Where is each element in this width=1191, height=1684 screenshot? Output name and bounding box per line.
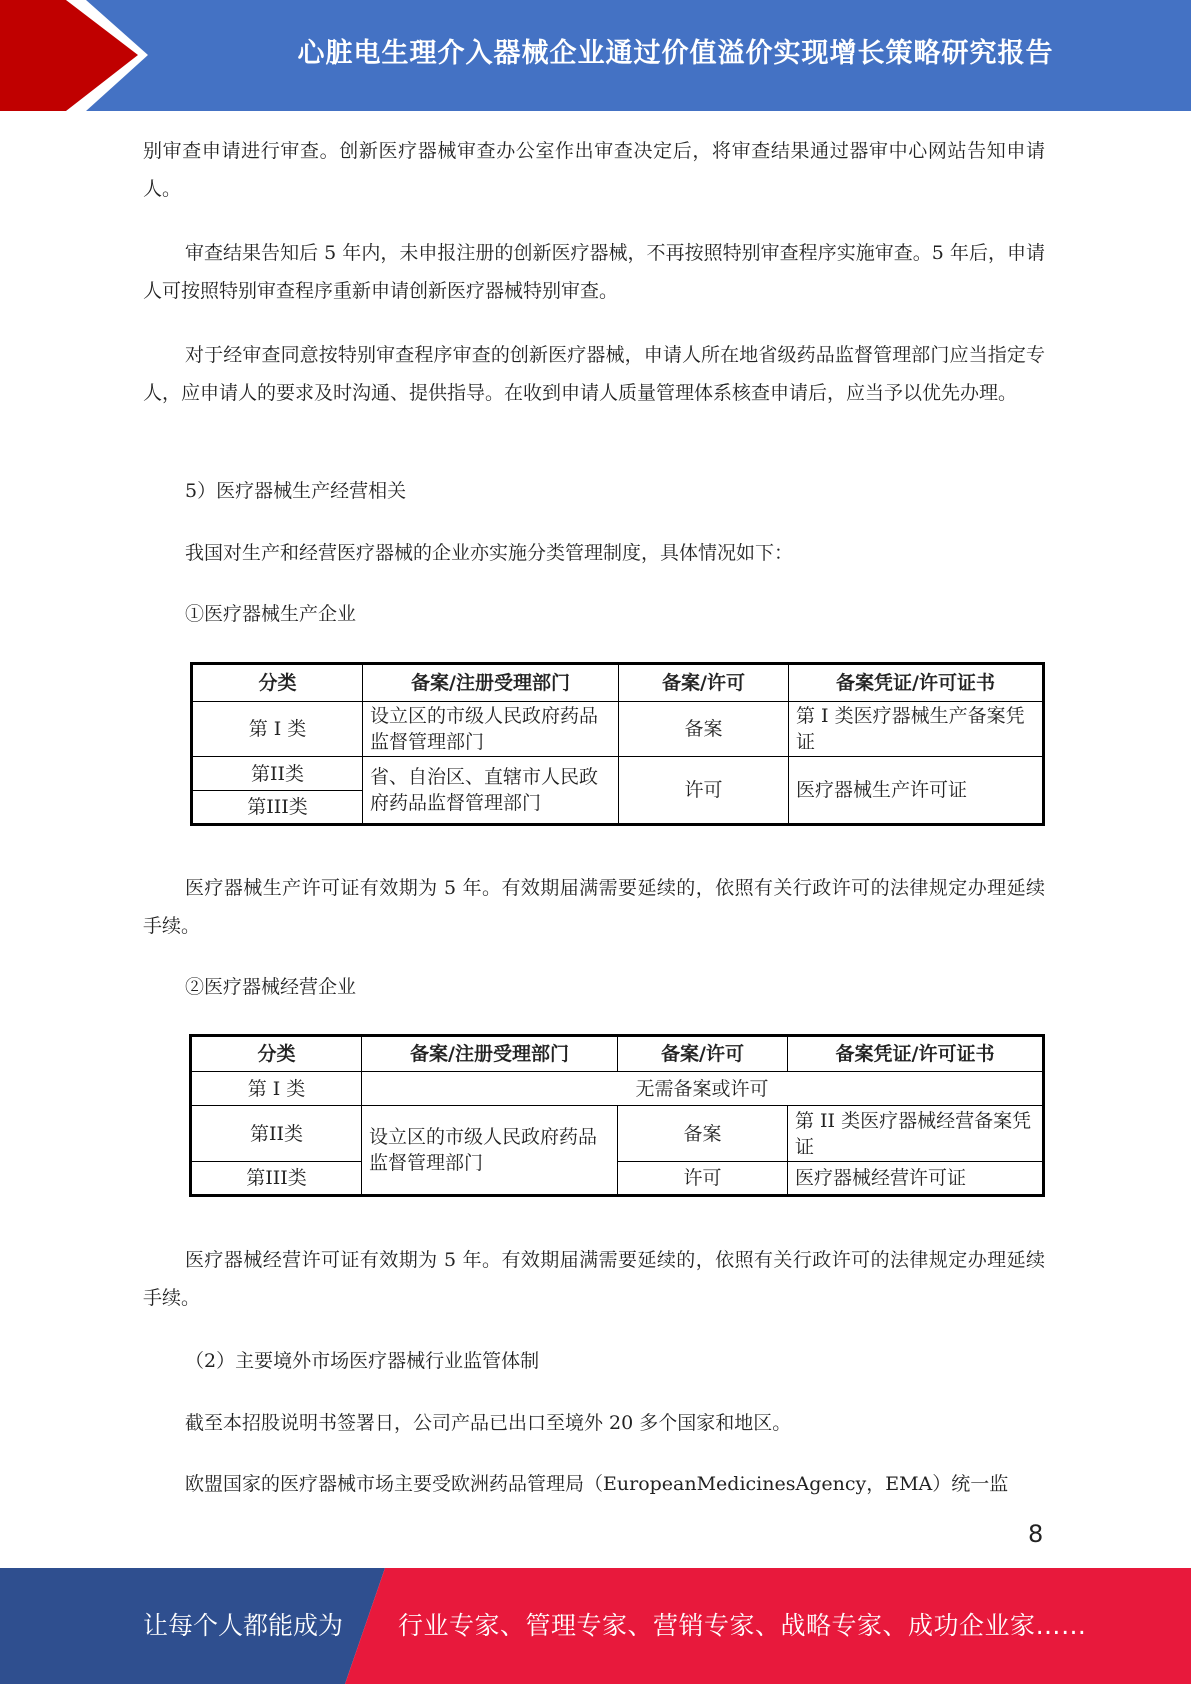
table-header-cell: 备案凭证/许可证书	[789, 664, 1044, 702]
table-cell: 第 I 类	[192, 702, 363, 757]
table-cell: 第 I 类医疗器械生产备案凭证	[789, 702, 1044, 757]
paragraph-eu-regulation: 欧盟国家的医疗器械市场主要受欧洲药品管理局（EuropeanMedicinesAgency，EMA）统一监	[185, 1473, 1009, 1495]
header-banner	[0, 0, 1191, 111]
paragraph-review-notice: 别审查申请进行审查。创新医疗器械审查办公室作出审查决定后，将审查结果通过器审中心网站告知申请人。	[143, 140, 1045, 200]
table-cell: 第III类	[192, 791, 363, 825]
report-title: 心脏电生理介入器械企业通过价值溢价实现增长策略研究报告	[297, 37, 1054, 69]
table-header-row	[192, 664, 1044, 702]
footer-banner	[0, 1568, 1191, 1684]
distribution-enterprise-table	[189, 1034, 1045, 1197]
paragraph-exports: 截至本招股说明书签署日，公司产品已出口至境外 20 多个国家和地区。	[185, 1412, 792, 1434]
page-number: 8	[1028, 1520, 1044, 1548]
paragraph-distribution-license: 医疗器械经营许可证有效期为 5 年。有效期届满需要延续的，依照有关行政许可的法律规定办理延续手续。	[143, 1249, 1045, 1309]
table-header-cell: 分类	[191, 1036, 362, 1072]
table-cell: 第 I 类	[191, 1072, 362, 1106]
table-header-cell: 备案/注册受理部门	[362, 1036, 618, 1072]
table-cell: 备案	[618, 1106, 788, 1162]
section-heading-overseas: （2）主要境外市场医疗器械行业监管体制	[185, 1350, 540, 1372]
production-enterprise-table	[190, 662, 1045, 826]
table-cell: 设立区的市级人民政府药品监督管理部门	[362, 1106, 618, 1196]
table-header-cell: 分类	[192, 664, 363, 702]
subheading-manufacturers: ①医疗器械生产企业	[185, 603, 357, 625]
table-cell: 医疗器械生产许可证	[789, 757, 1044, 825]
table-cell: 许可	[618, 1162, 788, 1196]
table-row	[191, 1106, 1044, 1162]
subheading-distributors: ②医疗器械经营企业	[185, 976, 357, 998]
footer-slogan-left: 让每个人都能成为	[143, 1611, 344, 1640]
table-header-cell: 备案凭证/许可证书	[788, 1036, 1044, 1072]
section-heading-production: 5）医疗器械生产经营相关	[185, 480, 407, 502]
table-cell: 无需备案或许可	[362, 1072, 1044, 1106]
table-header-cell: 备案/许可	[619, 664, 789, 702]
table-cell: 第III类	[191, 1162, 362, 1196]
table-row	[191, 1072, 1044, 1106]
table-cell: 医疗器械经营许可证	[788, 1162, 1044, 1196]
paragraph-special-review: 对于经审查同意按特别审查程序审查的创新医疗器械，申请人所在地省级药品监督管理部门应当指定专人，应申请人的要求及时沟通、提供指导。在收到申请人质量管理体系核查申请后，应当予以优先办理。	[143, 344, 1045, 404]
table-header-cell: 备案/许可	[618, 1036, 788, 1072]
table-cell: 许可	[619, 757, 789, 825]
table-cell: 第II类	[191, 1106, 362, 1162]
table-row	[191, 1162, 1044, 1196]
table-header-row	[191, 1036, 1044, 1072]
table-row	[192, 702, 1044, 757]
table-row	[192, 757, 1044, 791]
footer-slogan-right: 行业专家、管理专家、营销专家、战略专家、成功企业家……	[398, 1611, 1087, 1640]
table-cell: 备案	[619, 702, 789, 757]
table-cell: 第II类	[192, 757, 363, 791]
table-cell: 第 II 类医疗器械经营备案凭证	[788, 1106, 1044, 1162]
paragraph-production-license: 医疗器械生产许可证有效期为 5 年。有效期届满需要延续的，依照有关行政许可的法律规定办理延续手续。	[143, 877, 1045, 937]
table-cell: 设立区的市级人民政府药品监督管理部门	[363, 702, 619, 757]
table-cell: 省、自治区、直辖市人民政府药品监督管理部门	[363, 757, 619, 825]
paragraph-five-year: 审查结果告知后 5 年内，未申报注册的创新医疗器械，不再按照特别审查程序实施审查。5 年后，申请人可按照特别审查程序重新申请创新医疗器械特别审查。	[143, 242, 1045, 302]
table-header-cell: 备案/注册受理部门	[363, 664, 619, 702]
paragraph-classification: 我国对生产和经营医疗器械的企业亦实施分类管理制度，具体情况如下：	[185, 542, 794, 564]
